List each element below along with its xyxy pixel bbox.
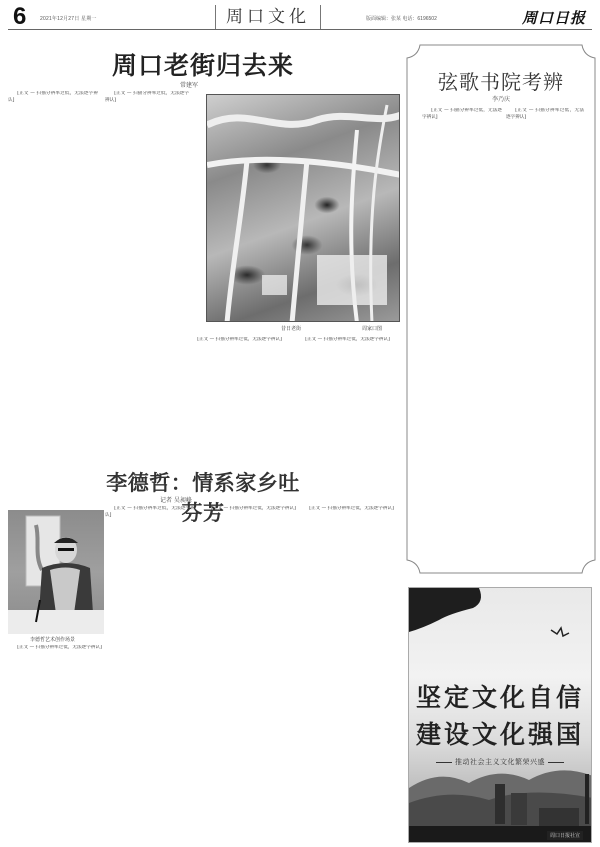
- article-column: [422, 108, 502, 558]
- paragraph: [正文 — 扫描分辨率过低，无法逐字辨认]: [211, 506, 296, 511]
- article-column: [202, 506, 298, 843]
- culture-poster: [408, 587, 592, 843]
- poster-credit: 周口日报社宣: [547, 831, 583, 840]
- image-caption: 昔日老街: [281, 326, 302, 332]
- editor-line: 版面编辑：张某 电话：6196502: [366, 16, 437, 22]
- byline-academy: 李乃庆: [491, 96, 510, 103]
- article-column: [296, 337, 396, 438]
- paragraph: [正文 — 扫描分辨率过低，无法逐字辨认]: [309, 506, 394, 511]
- article-column: [105, 91, 189, 438]
- photo-caption: 李德哲艺术创作场景: [30, 637, 76, 643]
- page-header: [8, 4, 592, 30]
- artist-photo: [8, 510, 104, 634]
- headline-academy: 弦歌书院考辨: [438, 70, 564, 94]
- page-number: 6: [13, 3, 27, 30]
- paragraph: [正文 — 扫描分辨率过低，无法逐字辨认]: [105, 91, 189, 103]
- issue-date: 2021年12月27日 星期一: [40, 16, 97, 22]
- paper-logo: 周口日报: [521, 9, 586, 27]
- image-caption: 周家口图: [362, 326, 383, 332]
- paragraph: [正文 — 扫描分辨率过低，无法逐字辨认]: [105, 506, 195, 518]
- article-column: [506, 108, 584, 558]
- paragraph: [正文 — 扫描分辨率过低，无法逐字辨认]: [8, 91, 98, 103]
- byline-old-street: 常建军: [180, 82, 199, 89]
- poster-subline: 推动社会主义文化繁荣兴盛: [409, 757, 591, 767]
- article-column: [8, 645, 104, 843]
- poster-slogan-2: 建设文化强国: [415, 720, 584, 749]
- old-street-illustration: [206, 94, 400, 322]
- poster-slogan-1: 坚定文化自信: [415, 683, 584, 712]
- article-column: [300, 506, 396, 843]
- paragraph: [正文 — 扫描分辨率过低，无法逐字辨认]: [506, 108, 584, 120]
- academy-article-box: [406, 44, 596, 574]
- paragraph: [正文 — 扫描分辨率过低，无法逐字辨认]: [422, 108, 502, 120]
- article-column: [105, 506, 195, 843]
- headline-li-dezhe: 李德哲：情系家乡吐芬芳: [106, 471, 300, 525]
- paragraph: [正文 — 扫描分辨率过低，无法逐字辨认]: [305, 337, 390, 342]
- byline-li-dezhe: 记者 吴昶峰: [160, 497, 192, 504]
- paragraph: [正文 — 扫描分辨率过低，无法逐字辨认]: [17, 645, 102, 650]
- section-title: 周口文化: [215, 5, 321, 29]
- article-column: [8, 91, 98, 438]
- article-column: [188, 337, 292, 438]
- paragraph: [正文 — 扫描分辨率过低，无法逐字辨认]: [197, 337, 282, 342]
- headline-old-street: 周口老街归去来: [111, 51, 294, 80]
